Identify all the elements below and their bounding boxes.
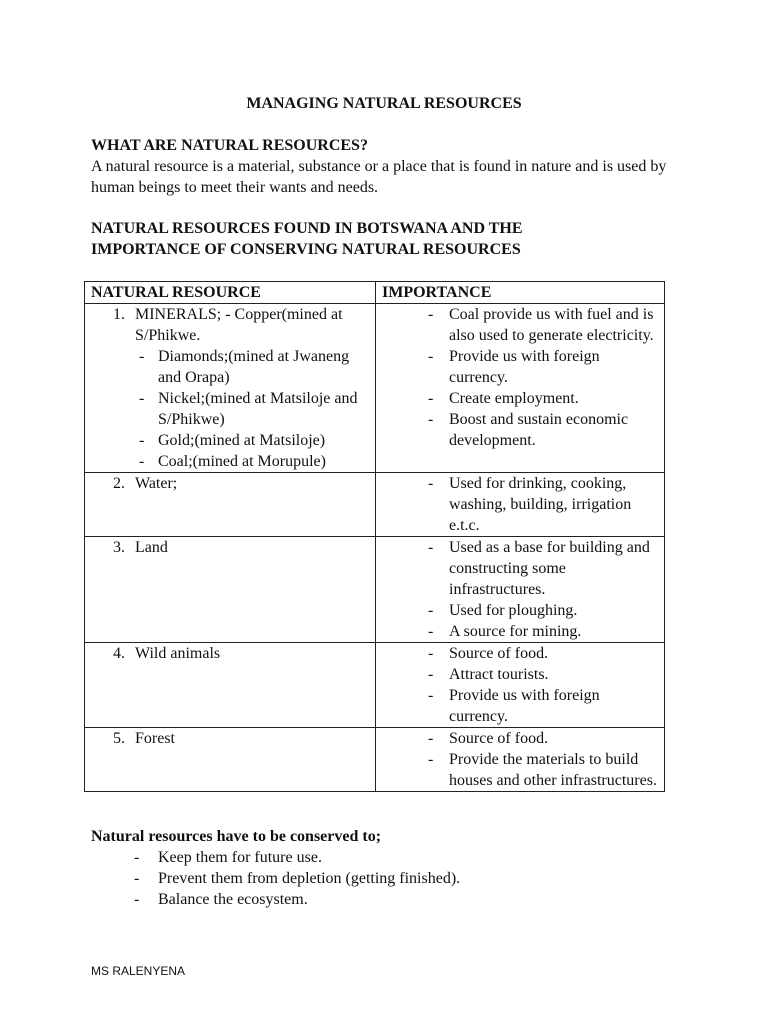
resource-subitem — [91, 346, 369, 388]
section-heading-what-are: WHAT ARE NATURAL RESOURCES? — [91, 137, 368, 154]
resource-number: 2. — [113, 475, 125, 492]
dash-bullet: - — [139, 432, 145, 449]
resource-subitem-text: Diamonds;(mined at Jwaneng and Orapa) — [158, 348, 350, 386]
resource-cell — [85, 728, 376, 792]
resource-subitem — [91, 388, 369, 430]
definition-paragraph: A natural resource is a material, substance or a place that is found in nature and is used by human beings to meet their wants and needs. — [91, 158, 667, 196]
importance-text: Source of food. — [449, 645, 549, 662]
dash-bullet: - — [134, 870, 140, 887]
importance-text: Attract tourists. — [449, 666, 549, 683]
importance-text: Provide us with foreign currency. — [449, 687, 600, 725]
importance-cell — [376, 537, 665, 643]
importance-text: Coal provide us with fuel and is also used to generate electricity. — [449, 306, 654, 344]
table-row — [85, 304, 665, 473]
resource-name: Forest — [135, 730, 175, 747]
importance-text: Used for drinking, cooking, washing, building, irrigation e.t.c. — [449, 475, 632, 534]
resource-subitem-text: Nickel;(mined at Matsiloje and S/Phikwe) — [158, 390, 358, 428]
importance-cell — [376, 643, 665, 728]
column-header-importance: IMPORTANCE — [376, 282, 665, 304]
table-row — [85, 537, 665, 643]
resource-subitem-text: Gold;(mined at Matsiloje) — [158, 432, 326, 449]
page-title: MANAGING NATURAL RESOURCES — [246, 95, 522, 112]
importance-text: Create employment. — [449, 390, 579, 407]
importance-item — [382, 346, 658, 388]
section-heading-line-1: NATURAL RESOURCES FOUND IN BOTSWANA AND THE — [91, 220, 523, 237]
conservation-heading: Natural resources have to be conserved to; — [91, 828, 382, 845]
list-item — [91, 868, 691, 889]
list-item — [91, 847, 691, 868]
table-row — [85, 643, 665, 728]
column-header-resource: NATURAL RESOURCE — [85, 282, 376, 304]
importance-text: A source for mining. — [449, 623, 582, 640]
conservation-list — [91, 847, 691, 910]
dash-bullet: - — [139, 390, 145, 407]
table-row — [85, 728, 665, 792]
resource-cell — [85, 304, 376, 473]
resource-name: Water; — [135, 475, 178, 492]
dash-bullet: - — [428, 751, 434, 768]
dash-bullet: - — [139, 453, 145, 470]
importance-item — [382, 664, 658, 685]
resource-name: MINERALS; - Copper(mined at S/Phikwe. — [135, 306, 343, 344]
importance-item — [382, 749, 658, 791]
list-item-text: Prevent them from depletion (getting finished). — [158, 870, 461, 887]
dash-bullet: - — [428, 602, 434, 619]
resource-number: 4. — [113, 645, 125, 662]
dash-bullet: - — [134, 849, 140, 866]
resource-item — [91, 643, 369, 664]
resource-subitem-text: Coal;(mined at Morupule) — [158, 453, 326, 470]
section-heading-line-2: IMPORTANCE OF CONSERVING NATURAL RESOURCES — [91, 241, 521, 258]
dash-bullet: - — [428, 687, 434, 704]
importance-item — [382, 409, 658, 451]
importance-text: Boost and sustain economic development. — [449, 411, 629, 449]
importance-cell — [376, 304, 665, 473]
dash-bullet: - — [428, 645, 434, 662]
importance-item — [382, 304, 658, 346]
resource-name: Wild animals — [135, 645, 221, 662]
resource-cell — [85, 473, 376, 537]
resource-item — [91, 304, 369, 346]
footer-author: MS RALENYENA — [91, 964, 186, 978]
dash-bullet: - — [139, 348, 145, 365]
table-header-row — [85, 282, 665, 304]
importance-cell — [376, 473, 665, 537]
table-row — [85, 473, 665, 537]
importance-text: Provide the materials to build houses and other infrastructures. — [449, 751, 657, 789]
resource-number: 1. — [113, 306, 125, 323]
table-body — [85, 304, 665, 792]
dash-bullet: - — [428, 390, 434, 407]
dash-bullet: - — [428, 475, 434, 492]
importance-item — [382, 621, 658, 642]
importance-text: Source of food. — [449, 730, 549, 747]
conservation-section — [91, 826, 691, 910]
importance-item — [382, 643, 658, 664]
importance-item — [382, 388, 658, 409]
importance-text: Used for ploughing. — [449, 602, 578, 619]
dash-bullet: - — [428, 306, 434, 323]
resource-subitem — [91, 430, 369, 451]
list-item-text: Keep them for future use. — [158, 849, 322, 866]
resource-item — [91, 728, 369, 749]
dash-bullet: - — [428, 730, 434, 747]
dash-bullet: - — [428, 348, 434, 365]
resource-name: Land — [135, 539, 168, 556]
resource-cell — [85, 537, 376, 643]
resource-cell — [85, 643, 376, 728]
importance-cell — [376, 728, 665, 792]
resource-item — [91, 473, 369, 494]
dash-bullet: - — [428, 539, 434, 556]
importance-text: Provide us with foreign currency. — [449, 348, 600, 386]
dash-bullet: - — [428, 623, 434, 640]
importance-item — [382, 600, 658, 621]
importance-item — [382, 473, 658, 536]
dash-bullet: - — [134, 891, 140, 908]
resource-subitem — [91, 451, 369, 472]
resources-table — [84, 281, 665, 792]
dash-bullet: - — [428, 666, 434, 683]
importance-item — [382, 537, 658, 600]
dash-bullet: - — [428, 411, 434, 428]
importance-item — [382, 685, 658, 727]
importance-item — [382, 728, 658, 749]
resource-number: 5. — [113, 730, 125, 747]
importance-text: Used as a base for building and constructing some infrastructures. — [449, 539, 650, 598]
list-item-text: Balance the ecosystem. — [158, 891, 308, 908]
section-heading-botswana — [91, 218, 523, 260]
resource-number: 3. — [113, 539, 125, 556]
resource-item — [91, 537, 369, 558]
list-item — [91, 889, 691, 910]
